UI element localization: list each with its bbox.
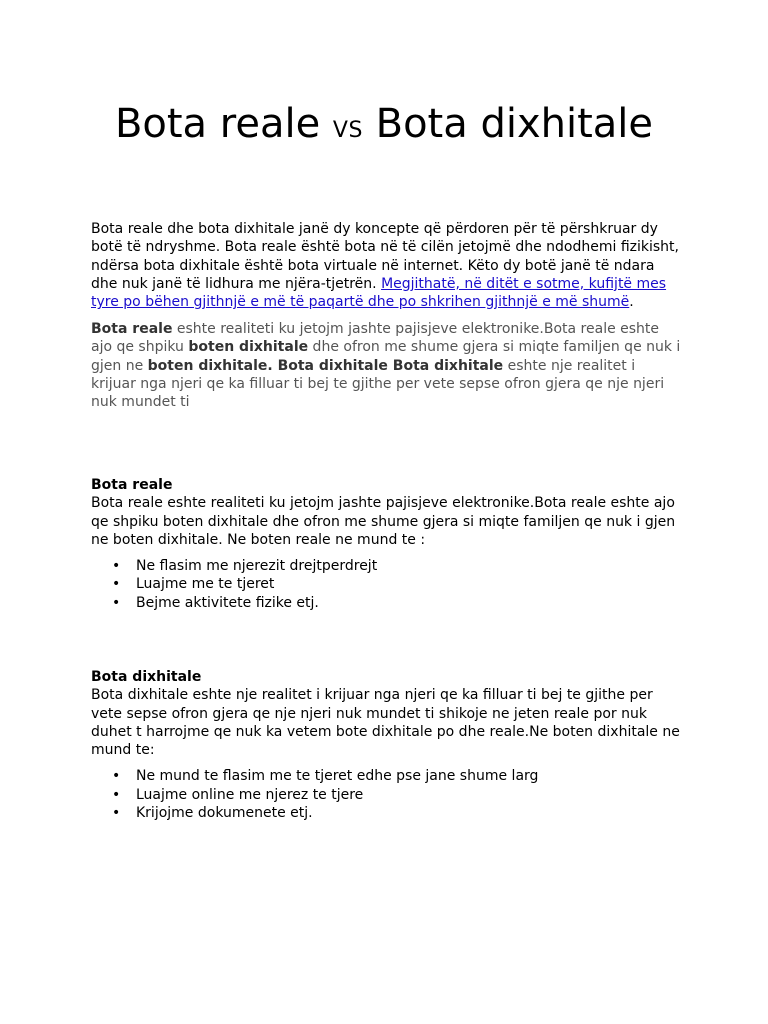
title-part-digital: Bota dixhitale [375,101,654,147]
summary-bold-1: Bota reale [91,321,173,337]
list-item: • Luajme online me njerez te tjere [136,786,681,804]
summary-text-1: eshte realiteti ku jetojm jashte pajisjeve elektronike.Bota reale eshte ajo qe shpiku [91,321,660,356]
section-real-list [91,557,681,612]
section-digital-list [91,767,681,822]
list-item: • Ne flasim me njerezit drejtperdrejt [136,557,681,575]
intro-paragraph [91,220,681,311]
list-item: • Luajme me te tjeret [136,575,681,593]
section-real-world [91,476,681,612]
summary-paragraph [91,320,681,411]
section-real-text: Bota reale eshte realiteti ku jetojm jashte pajisjeve elektronike.Bota reale eshte ajo qe shpiku boten dixhitale dhe ofron me shume gjera si miqte familjen qe nuk i gjen ne boten dixhitale. Ne boten reale ne mund te : [91,495,676,548]
intro-link[interactable]: Megjithatë, në ditët e sotme, kufijtë mes tyre po bëhen gjithnjë e më të paqartë dhe po shkrihen gjithnjë e më shumë [91,275,667,311]
section-real-heading: Bota reale [91,477,173,493]
list-item: • Ne mund te flasim me te tjeret edhe pse jane shume larg [136,767,681,785]
section-digital-text: Bota dixhitale eshte nje realitet i krijuar nga njeri qe ka filluar ti bej te gjithe per vete sepse ofron gjera qe nje njeri nuk mundet ti shikoje ne jeten reale por nuk duhet t harrojme qe nuk ka vetem bote dixhitale po dhe reale.Ne boten dixhitale ne mund te: [91,687,680,759]
summary-bold-3: boten dixhitale. Bota dixhitale Bota dixhitale [147,357,504,374]
summary-text-3: eshte nje realitet i krijuar nga njeri qe ka filluar ti bej te gjithe per vete sepse ofron gjera qe nje njeri nuk mundet ti [91,357,665,411]
summary-bold-2: boten dixhitale [188,339,309,356]
list-item: • Bejme aktivitete fizike etj. [136,594,681,612]
intro-text: Bota reale dhe bota dixhitale janë dy koncepte që përdoren për të përshkruar dy botë të ndryshme. Bota reale është bota në të cilën jetojmë dhe ndodhemi fizikisht, ndërsa bota dixhitale është bota virtuale në internet. Këto dy botë janë të ndara dhe nuk janë të lidhura me njëra-tjetrën. [91,221,679,292]
section-digital-world [91,668,681,822]
intro-end: . [629,294,634,311]
page-title [0,98,768,157]
summary-text-2: dhe ofron me shume gjera si miqte familjen qe nuk i gjen ne [91,339,681,374]
section-digital-heading: Bota dixhitale [91,669,202,685]
title-part-real: Bota reale [114,101,321,147]
list-item: • Krijojme dokumenete etj. [136,804,681,822]
title-vs: VS [332,118,363,143]
